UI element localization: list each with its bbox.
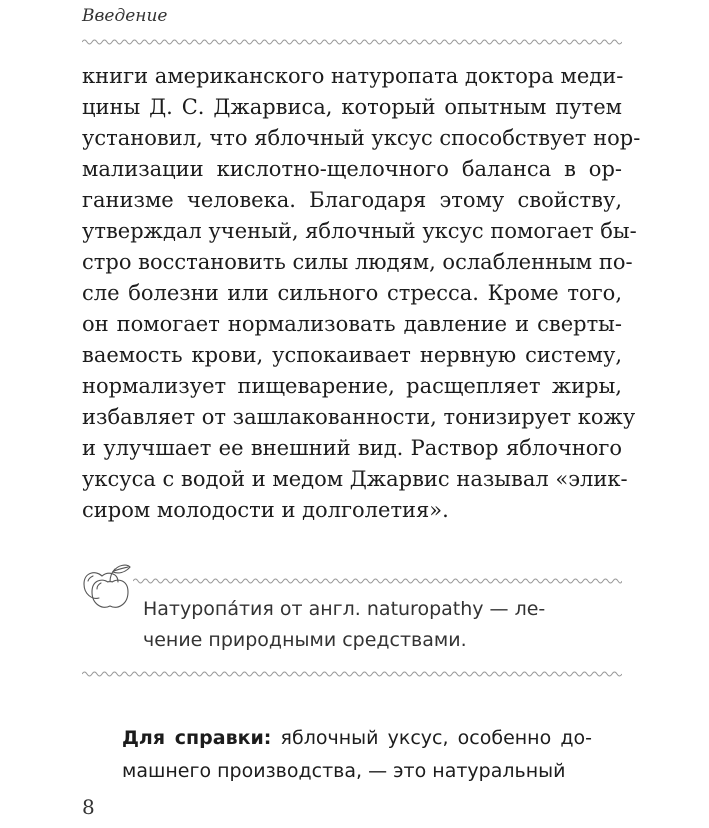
body-line: установил, что яблочный уксус способствует нор- [82,126,641,150]
note-bottom-wavy-divider [82,670,622,678]
running-header: Введение [82,6,168,26]
body-line: книги американского натуропата доктора меди- [82,64,624,88]
body-paragraph [82,61,641,526]
body-line: ганизме человека. Благодаря этому свойству, [82,188,622,212]
body-line: цины Д. С. Джарвиса, который опытным путем [82,95,622,119]
note-line: чение природными средствами. [143,629,467,651]
body-line: мализации кислотно-щелочного баланса в ор- [82,157,622,181]
header-wavy-divider [82,38,622,46]
body-line: уксуса с водой и медом Джарвис называл «элик- [82,467,628,491]
body-line: и улучшает ее внешний вид. Раствор яблочного [82,436,622,460]
reference-text: яблочный уксус, особенно до- [271,727,592,749]
body-line: утверждал ученый, яблочный уксус помогает бы- [82,219,637,243]
apples-icon [72,556,134,612]
note-line: Натуропа́тия от англ. naturopathy — ле- [143,598,546,620]
body-line: избавляет от зашлакованности, тонизирует кожу [82,405,636,429]
body-line: он помогает нормализовать давление и сверты- [82,312,622,336]
page-number: 8 [82,795,95,819]
reference-block [122,722,592,788]
reference-label: Для справки: [122,727,272,749]
note-top-wavy-divider [133,577,622,585]
reference-line [122,722,592,755]
body-line: сле болезни или сильного стресса. Кроме того, [82,281,622,305]
definition-note [143,594,563,656]
reference-line: машнего производства, — это натуральный [122,760,566,782]
body-line: стро восстановить силы людям, ослабленным по- [82,250,633,274]
body-line: нормализует пищеварение, расщепляет жиры, [82,374,622,398]
body-line: сиром молодости и долголетия». [82,498,449,522]
body-line: ваемость крови, успокаивает нервную систему, [82,343,622,367]
